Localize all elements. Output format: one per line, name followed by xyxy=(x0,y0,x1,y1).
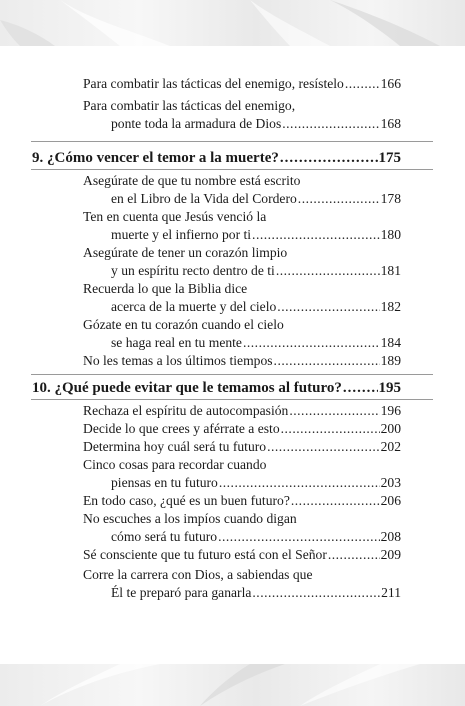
toc-entry-text[interactable]: Asegúrate de que tu nombre está escrito xyxy=(83,173,301,188)
toc-entry[interactable] xyxy=(111,528,401,545)
toc-entry-text: Decide lo que crees y aférrate a esto xyxy=(83,421,280,436)
toc-entry[interactable] xyxy=(83,352,401,369)
dot-leader xyxy=(219,474,380,491)
toc-entry[interactable] xyxy=(83,546,401,563)
dot-leader xyxy=(243,334,380,351)
toc-entry-page: 180 xyxy=(380,227,401,242)
chapter-title: 9. ¿Cómo vencer el temor a la muerte? xyxy=(32,150,279,166)
toc-entry-text: Para combatir las tácticas del enemigo, resístelo xyxy=(83,76,344,91)
toc-entry-page: 184 xyxy=(380,335,401,350)
dot-leader xyxy=(343,380,378,397)
dot-leader xyxy=(345,75,380,92)
toc-entry-text[interactable]: Para combatir las tácticas del enemigo, xyxy=(83,98,296,113)
chapter-page: 175 xyxy=(378,150,401,166)
toc-entry[interactable] xyxy=(111,334,401,351)
toc-entry-page: 206 xyxy=(380,493,401,508)
toc-entry[interactable] xyxy=(83,492,401,509)
toc-entry-page: 181 xyxy=(380,263,401,278)
toc-entry-continuation: y un espíritu recto dentro de ti xyxy=(111,263,275,278)
chapter-heading[interactable] xyxy=(32,150,401,167)
section-divider xyxy=(31,169,433,170)
toc-entry[interactable] xyxy=(111,226,401,243)
toc-entry-continuation: Él te preparó para ganarla xyxy=(111,585,252,600)
toc-entry-page: 168 xyxy=(380,116,401,131)
toc-entry-page: 202 xyxy=(380,439,401,454)
toc-entry-continuation: en el Libro de la Vida del Cordero xyxy=(111,191,297,206)
toc-entry-page: 196 xyxy=(380,403,401,418)
chapter-page: 195 xyxy=(378,380,401,396)
toc-entry-page: 209 xyxy=(380,547,401,562)
toc-entry-continuation: se haga real en tu mente xyxy=(111,335,242,350)
toc-entry-page: 178 xyxy=(380,191,401,206)
toc-entry-continuation: cómo será tu futuro xyxy=(111,529,218,544)
toc-entry-page: 211 xyxy=(381,585,401,600)
toc-entry-page: 189 xyxy=(380,353,401,368)
toc-entry-text: Rechaza el espíritu de autocompasión xyxy=(83,403,289,418)
toc-entry-page: 166 xyxy=(380,76,401,91)
dot-leader xyxy=(252,226,380,243)
dot-leader xyxy=(291,492,380,509)
dot-leader xyxy=(218,528,380,545)
dot-leader xyxy=(252,584,380,601)
toc-entry[interactable] xyxy=(111,115,401,132)
toc-entry-text[interactable]: Asegúrate de tener un corazón limpio xyxy=(83,245,288,260)
toc-entry-text: En todo caso, ¿qué es un buen futuro? xyxy=(83,493,290,508)
section-divider xyxy=(31,141,433,142)
dot-leader xyxy=(282,115,379,132)
toc-entry-text[interactable]: Recuerda lo que la Biblia dice xyxy=(83,281,248,296)
toc-entry-text: No les temas a los últimos tiempos xyxy=(83,353,273,368)
toc-entry-page: 182 xyxy=(380,299,401,314)
dot-leader xyxy=(281,420,380,437)
section-divider xyxy=(31,399,433,400)
dot-leader xyxy=(280,150,378,167)
toc-entry[interactable] xyxy=(111,262,401,279)
dot-leader xyxy=(277,298,379,315)
toc-entry-text: Determina hoy cuál será tu futuro xyxy=(83,439,267,454)
toc-entry-text[interactable]: No escuches a los impíos cuando digan xyxy=(83,511,297,526)
dot-leader xyxy=(274,352,380,369)
toc-entry-continuation: piensas en tu futuro xyxy=(111,475,218,490)
dot-leader xyxy=(328,546,380,563)
toc-entry[interactable] xyxy=(111,298,401,315)
toc-entry-page: 203 xyxy=(380,475,401,490)
chapter-title: 10. ¿Qué puede evitar que le temamos al futuro? xyxy=(32,380,342,396)
toc-entry-continuation: ponte toda la armadura de Dios xyxy=(111,116,282,131)
toc-entry-continuation: muerte y el infierno por ti xyxy=(111,227,252,242)
toc-entry-text[interactable]: Corre la carrera con Dios, a sabiendas que xyxy=(83,567,313,582)
dot-leader xyxy=(276,262,380,279)
section-divider xyxy=(31,374,433,375)
chapter-heading[interactable] xyxy=(32,380,401,397)
toc-entry-text[interactable]: Ten en cuenta que Jesús venció la xyxy=(83,209,267,224)
toc-entry[interactable] xyxy=(111,474,401,491)
toc-entry[interactable] xyxy=(83,402,401,419)
toc-entry-text: Sé consciente que tu futuro está con el Señor xyxy=(83,547,327,562)
toc-entry[interactable] xyxy=(83,420,401,437)
toc-entry[interactable] xyxy=(111,190,401,207)
toc-entry[interactable] xyxy=(83,438,401,455)
toc-entry-continuation: acerca de la muerte y del cielo xyxy=(111,299,277,314)
toc-entry-page: 200 xyxy=(380,421,401,436)
toc-entry[interactable] xyxy=(83,75,401,92)
toc-entry[interactable] xyxy=(111,584,401,601)
dot-leader xyxy=(289,402,379,419)
toc-entry-text[interactable]: Gózate en tu corazón cuando el cielo xyxy=(83,317,284,332)
toc-entry-text[interactable]: Cinco cosas para recordar cuando xyxy=(83,457,267,472)
dot-leader xyxy=(267,438,380,455)
toc-entry-page: 208 xyxy=(380,529,401,544)
dot-leader xyxy=(298,190,380,207)
